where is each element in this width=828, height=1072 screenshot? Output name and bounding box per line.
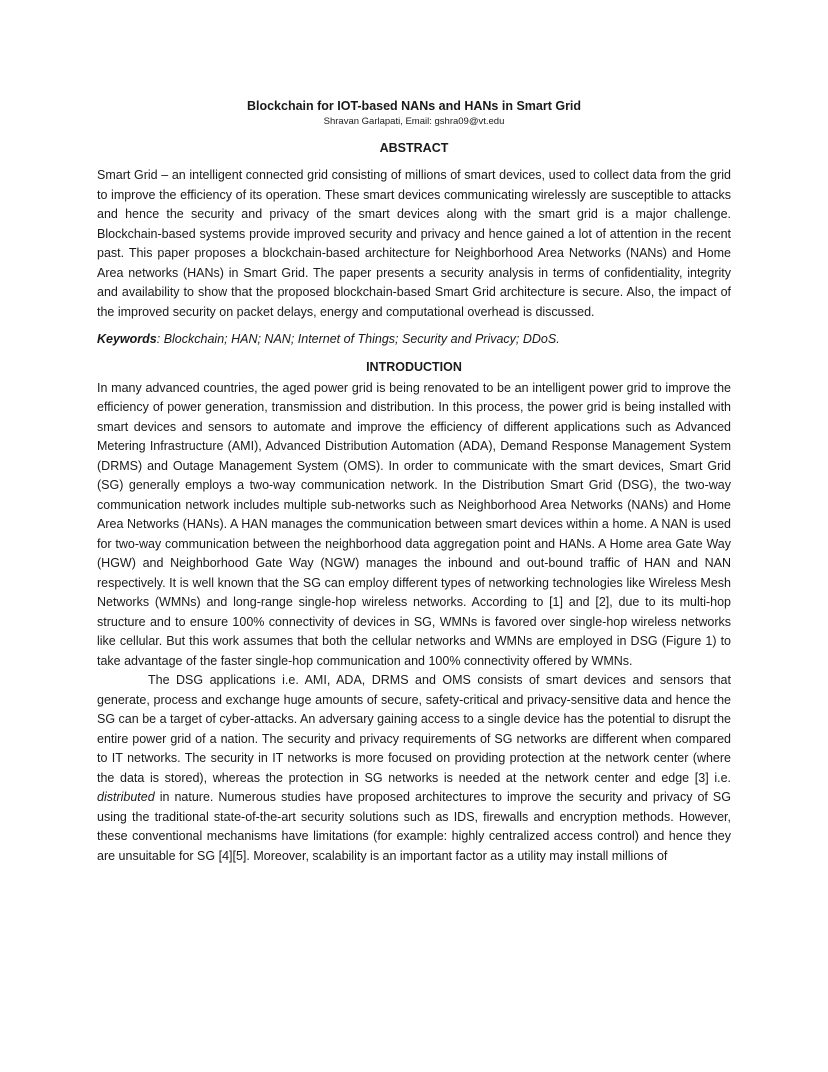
introduction-heading: INTRODUCTION: [366, 359, 462, 374]
introduction-paragraph-1: In many advanced countries, the aged power grid is being renovated to be an intelligent power grid to improve the efficiency of power generation, transmission and distribution. In this process, the power grid is being installed with smart devices and sensors to automate and improve the efficiency of different applications such as Advanced Metering Infrastructure (AMI), Advanced Distribution Automation (ADA), Demand Response Management System (DRMS) and Outage Management System (OMS). In order to communicate with the smart devices, Smart Grid (SG) generally employs a two-way communication network. In the Distribution Smart Grid (DSG), the two-way communication network includes multiple sub-networks such as Neighborhood Area Networks (NANs) and Home Area Networks (HANs). A HAN manages the communication between smart devices within a home. A NAN is used for two-way communication between the neighborhood data aggregation point and HANs. A Home area Gate Way (HGW) and Neighborhood Gate Way (NGW) manages the inbound and out-bound traffic of HAN and NAN respectively. It is well known that the SG can employ different types of networking technologies like Wireless Mesh Networks (WMNs) and long-range single-hop wireless networks. According to [1] and [2], due to its multi-hop structure and to ensure 100% connectivity of devices in SG, WMNs is favored over single-hop wireless networks like cellular. But this work assumes that both the cellular networks and WMNs are employed in DSG (Figure 1) to take advantage of the faster single-hop communication and 100% connectivity offered by WMNs.: [97, 380, 731, 668]
emphasis-distributed: distributed: [97, 790, 155, 804]
paragraph-2-text-start: The DSG applications i.e. AMI, ADA, DRMS and OMS consists of smart devices and sensors that generate, process and exchange huge amounts of secure, safety-critical and privacy-sensitive data and hence the SG can be a target of cyber-attacks. An adversary gaining access to a single device has the potential to disrupt the entire power grid of a nation. The security and privacy requirements of SG networks are different when compared to IT networks. The security in IT networks is more focused on providing protection at the network center (where the data is stored), whereas the protection in SG networks is needed at the network center and edge [3] i.e.: [97, 673, 731, 785]
author-line: Shravan Garlapati, Email: gshra09@vt.edu: [323, 116, 505, 127]
abstract-heading: ABSTRACT: [379, 141, 449, 155]
keywords-line: [97, 330, 731, 350]
paragraph-2-text-end: in nature. Numerous studies have proposed architectures to improve the security and privacy of SG using the traditional state-of-the-art security solutions such as IDS, firewalls and encryption methods. However, these conventional mechanisms have limitations (for example: highly centralized access control) and hence they are unsuitable for SG [4][5]. Moreover, scalability is an important factor as a utility may install millions of: [97, 790, 731, 863]
introduction-paragraph-2: [97, 671, 731, 866]
paper-page: [97, 98, 731, 866]
abstract-text: Smart Grid – an intelligent connected grid consisting of millions of smart devices, used to collect data from the grid to improve the efficiency of its operation. These smart devices communicating wirelessly are susceptible to attacks and hence the security and privacy of the smart devices along with the smart grid is a major challenge. Blockchain-based systems provide improved security and privacy and hence gained a lot of attention in the recent past. This paper proposes a blockchain-based architecture for Neighborhood Area Networks (NANs) and Home Area networks (HANs) in Smart Grid. The paper presents a security analysis in terms of confidentiality, integrity and availability to show that the proposed blockchain-based Smart Grid architecture is secure. Also, the impact of the improved security on packet delays, energy and computational overhead is discussed.: [97, 168, 731, 319]
keywords-text: : Blockchain; HAN; NAN; Internet of Things; Security and Privacy; DDoS.: [156, 332, 560, 346]
paper-title: Blockchain for IOT-based NANs and HANs in Smart Grid: [246, 99, 582, 113]
keywords-label: Keywords: [97, 332, 157, 346]
